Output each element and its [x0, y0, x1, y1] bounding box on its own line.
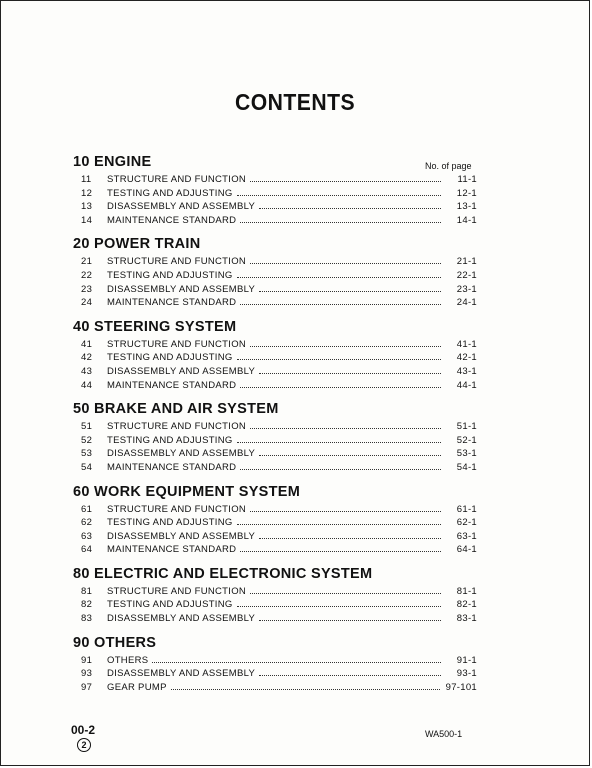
entry-number: 61	[81, 503, 93, 515]
section-title: 90 OTHERS	[73, 634, 157, 651]
entry-label: MAINTENANCE STANDARD	[107, 214, 237, 226]
entry-label: OTHERS	[107, 654, 149, 666]
entry-number: 53	[81, 448, 93, 460]
entry-number: 11	[81, 174, 92, 185]
toc-entry	[73, 666, 477, 680]
entry-number: 93	[81, 668, 93, 680]
dot-leader	[259, 282, 441, 292]
entry-page: 23-1	[456, 283, 477, 295]
entry-label: TESTING AND ADJUSTING	[107, 599, 233, 611]
entry-label: DISASSEMBLY AND ASSEMBLY	[107, 668, 256, 680]
entry-label: TESTING AND ADJUSTING	[107, 517, 233, 529]
entry-label: TESTING AND ADJUSTING	[107, 269, 233, 281]
entry-number: 51	[81, 421, 93, 433]
dot-leader	[240, 378, 441, 388]
toc-entry	[73, 268, 477, 282]
entry-number: 14	[81, 214, 93, 226]
dot-leader	[259, 666, 441, 676]
entry-page: 51-1	[456, 421, 477, 433]
dot-leader	[250, 172, 441, 182]
entry-number: 97	[81, 681, 93, 693]
toc-entry	[73, 529, 477, 543]
dot-leader	[240, 213, 441, 223]
entry-page: 53-1	[456, 448, 477, 460]
entry-label: STRUCTURE AND FUNCTION	[107, 174, 247, 185]
entry-label: MAINTENANCE STANDARD	[107, 297, 237, 309]
toc-entry	[73, 378, 477, 392]
entry-number: 21	[81, 256, 93, 268]
entry-page: 41-1	[456, 338, 477, 350]
entry-number: 42	[81, 352, 93, 364]
dot-leader	[240, 460, 441, 470]
toc-entry	[73, 542, 477, 556]
entry-number: 22	[81, 269, 93, 281]
entry-page: 93-1	[456, 668, 477, 680]
toc-entry	[73, 254, 477, 268]
entry-label: TESTING AND ADJUSTING	[107, 187, 233, 199]
entry-page: 43-1	[456, 365, 477, 377]
dot-leader	[152, 653, 441, 663]
entry-label: DISASSEMBLY AND ASSEMBLY	[107, 201, 256, 213]
toc-section	[73, 317, 477, 391]
entry-label: TESTING AND ADJUSTING	[107, 434, 233, 446]
entry-label: MAINTENANCE STANDARD	[107, 379, 237, 391]
entry-label: STRUCTURE AND FUNCTION	[107, 421, 247, 433]
entry-number: 24	[81, 297, 93, 309]
entry-label: DISASSEMBLY AND ASSEMBLY	[107, 448, 256, 460]
dot-leader	[171, 680, 440, 690]
entry-page: 22-1	[456, 269, 477, 281]
entry-number: 44	[81, 379, 93, 391]
page-title: CONTENTS	[234, 89, 356, 115]
toc-entry	[73, 515, 477, 529]
entry-label: DISASSEMBLY AND ASSEMBLY	[107, 530, 256, 542]
entry-label: DISASSEMBLY AND ASSEMBLY	[107, 283, 256, 295]
toc-entry	[73, 460, 477, 474]
entry-page: 24-1	[456, 297, 477, 309]
dot-leader	[259, 364, 441, 374]
entry-page: 82-1	[456, 599, 477, 611]
entry-number: 83	[81, 613, 93, 625]
toc-section	[73, 633, 477, 694]
dot-leader	[250, 337, 441, 347]
entry-number: 43	[81, 365, 93, 377]
dot-leader	[250, 502, 441, 512]
dot-leader	[259, 199, 441, 209]
entry-page: 52-1	[456, 434, 477, 446]
entry-page: 64-1	[456, 544, 477, 556]
dot-leader	[237, 597, 441, 607]
toc-entry	[73, 337, 477, 351]
entry-page: 42-1	[456, 352, 477, 364]
entry-label: STRUCTURE AND FUNCTION	[107, 503, 247, 515]
entry-number: 64	[81, 544, 93, 556]
dot-leader	[237, 515, 441, 525]
section-title: 80 ELECTRIC AND ELECTRONIC SYSTEM	[73, 565, 373, 582]
section-title: 60 WORK EQUIPMENT SYSTEM	[73, 483, 301, 500]
toc-entry	[73, 419, 477, 433]
entry-number: 62	[81, 517, 93, 529]
entry-page: 63-1	[456, 530, 477, 542]
entry-label: DISASSEMBLY AND ASSEMBLY	[107, 613, 256, 625]
entry-number: 82	[81, 599, 93, 611]
section-title: 40 STEERING SYSTEM	[73, 318, 237, 335]
entry-number: 81	[81, 585, 93, 597]
footer-model: WA500-1	[425, 729, 463, 739]
toc-entry	[73, 186, 477, 200]
entry-number: 13	[81, 201, 93, 213]
entry-page: 83-1	[456, 613, 477, 625]
entry-page: 12-1	[456, 187, 477, 199]
entry-number: 12	[81, 187, 93, 199]
toc-entry	[73, 350, 477, 364]
entry-label: DISASSEMBLY AND ASSEMBLY	[107, 365, 256, 377]
revision-mark: 2	[77, 738, 91, 752]
section-title: 50 BRAKE AND AIR SYSTEM	[73, 401, 279, 418]
toc-entry	[73, 172, 477, 186]
dot-leader	[259, 611, 441, 621]
toc-entry	[73, 611, 477, 625]
entry-page: 61-1	[456, 503, 477, 515]
entry-page: 62-1	[456, 517, 477, 529]
toc-entry	[73, 597, 477, 611]
toc-entry	[73, 213, 477, 227]
entry-label: GEAR PUMP	[107, 681, 167, 693]
entry-label: TESTING AND ADJUSTING	[107, 352, 233, 364]
entry-number: 52	[81, 434, 93, 446]
entry-label: MAINTENANCE STANDARD	[107, 461, 237, 473]
entry-page: 54-1	[456, 461, 477, 473]
entry-page: 81-1	[456, 585, 477, 597]
dot-leader	[259, 529, 441, 539]
toc-entry	[73, 295, 477, 309]
entry-page: 91-1	[456, 654, 477, 666]
dot-leader	[259, 446, 441, 456]
dot-leader	[250, 254, 441, 264]
section-title: 10 ENGINE	[73, 154, 152, 170]
section-title: 20 POWER TRAIN	[73, 236, 201, 253]
toc-entry	[73, 584, 477, 598]
entry-number: 23	[81, 283, 93, 295]
table-of-contents	[73, 152, 477, 701]
entry-page: 13-1	[456, 201, 477, 213]
entry-number: 63	[81, 530, 93, 542]
entry-label: STRUCTURE AND FUNCTION	[107, 338, 247, 350]
entry-label: MAINTENANCE STANDARD	[107, 544, 237, 556]
toc-entry	[73, 502, 477, 516]
toc-entry	[73, 199, 477, 213]
entry-page: 11-1	[457, 174, 477, 185]
dot-leader	[240, 542, 441, 552]
footer-page-number: 00-2	[71, 723, 96, 737]
entry-page: 21-1	[456, 256, 477, 268]
page-column-header: No. of page	[425, 161, 472, 171]
entry-number: 54	[81, 461, 93, 473]
dot-leader	[250, 419, 441, 429]
entry-label: STRUCTURE AND FUNCTION	[107, 585, 247, 597]
entry-number: 91	[81, 654, 93, 666]
entry-page: 97-101	[445, 681, 477, 693]
dot-leader	[250, 584, 441, 594]
toc-section	[73, 234, 477, 308]
toc-entry	[73, 433, 477, 447]
entry-page: 14-1	[456, 214, 477, 226]
dot-leader	[237, 350, 441, 360]
toc-entry	[73, 282, 477, 296]
entry-number: 41	[81, 338, 93, 350]
toc-entry	[73, 653, 477, 667]
toc-entry	[73, 364, 477, 378]
toc-entry	[73, 680, 477, 694]
toc-section	[73, 482, 477, 556]
toc-section	[73, 399, 477, 473]
dot-leader	[237, 186, 441, 196]
toc-entry	[73, 446, 477, 460]
toc-section	[73, 564, 477, 625]
dot-leader	[237, 433, 441, 443]
toc-section	[73, 152, 477, 226]
dot-leader	[237, 268, 441, 278]
entry-page: 44-1	[456, 379, 477, 391]
dot-leader	[240, 295, 441, 305]
entry-label: STRUCTURE AND FUNCTION	[107, 256, 247, 268]
